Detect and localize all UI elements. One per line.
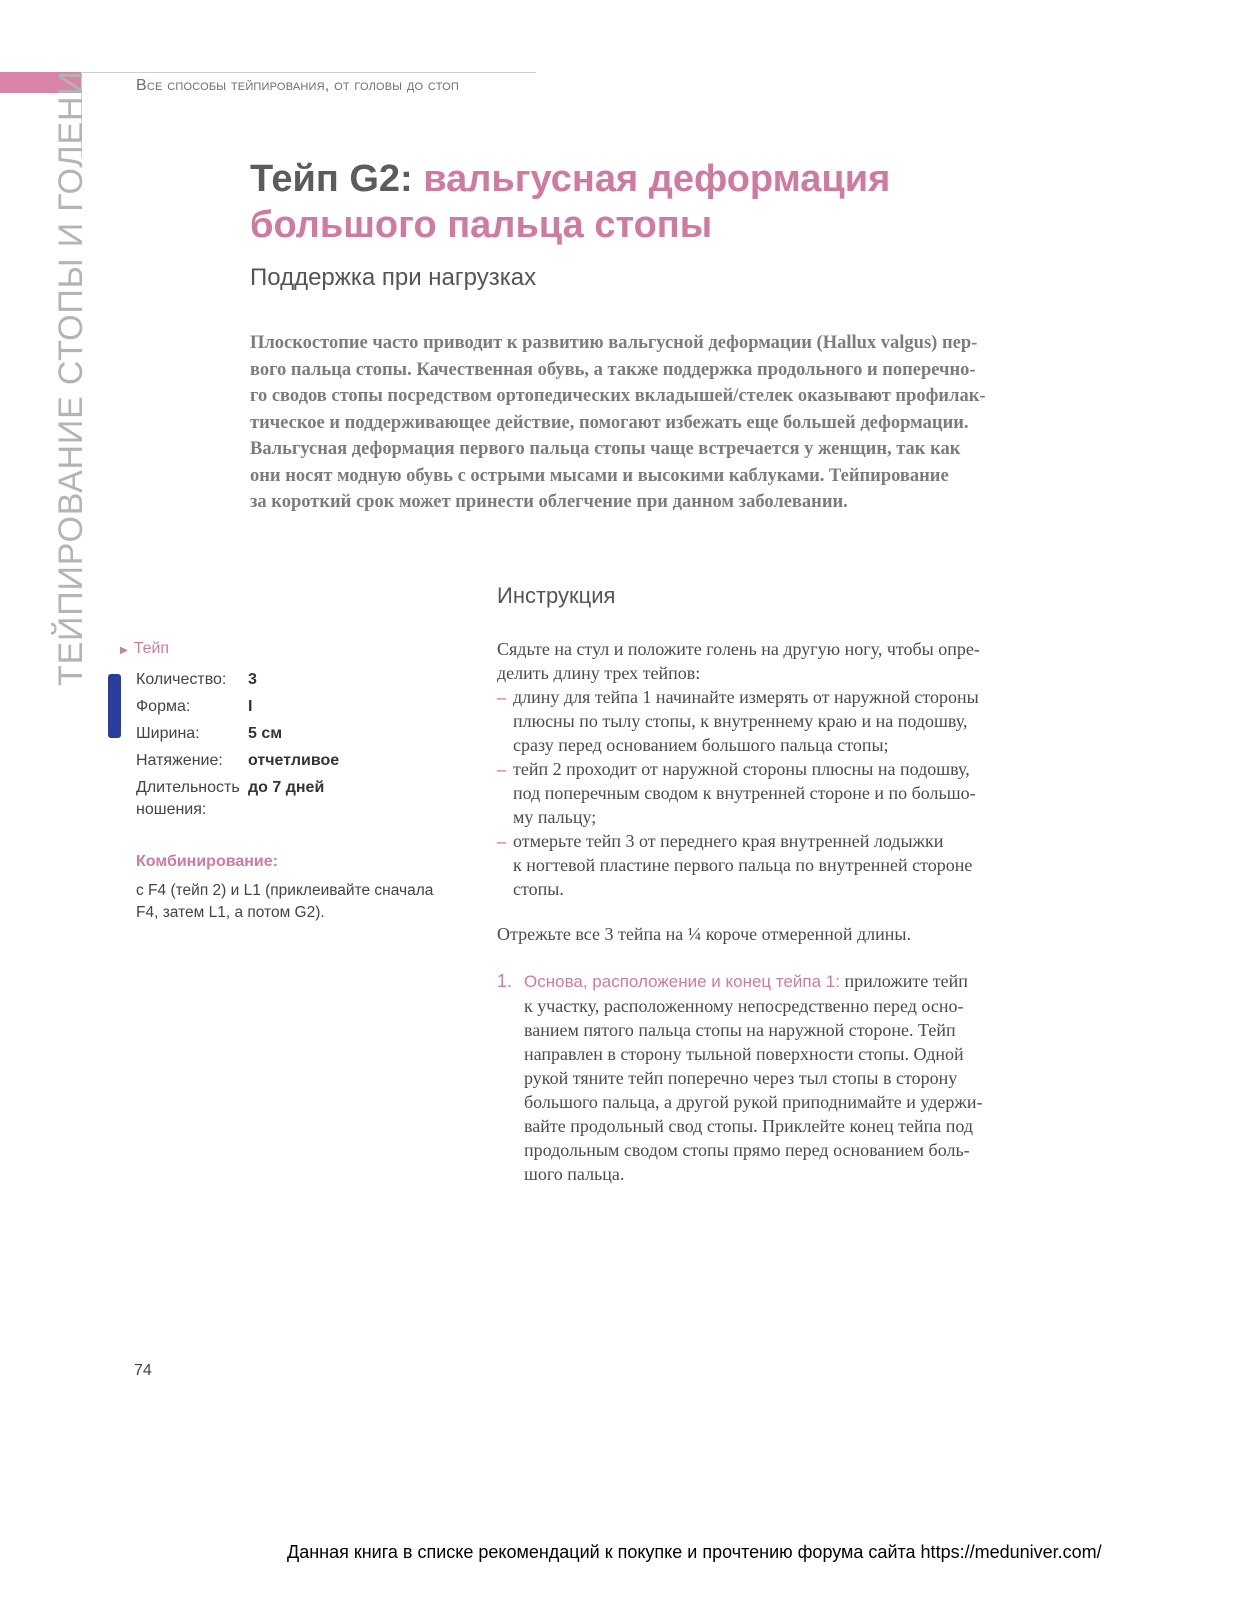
footer-note: Данная книга в списке рекомендаций к покупке и прочтению форума сайта https://meduniver.com/ <box>287 1542 1102 1562</box>
step-line: продольным сводом стопы прямо перед основанием боль- <box>524 1140 970 1160</box>
step-text <box>524 969 982 1186</box>
intro-line: тическое и поддерживающее действие, помогают избежать еще большей деформации. <box>250 412 969 433</box>
combo-title: Комбинирование: <box>136 853 278 870</box>
step-line <box>524 969 982 994</box>
intro-line: го сводов стопы посредством ортопедических вкладышей/стелек оказывают профилак- <box>250 386 986 406</box>
list-item <box>497 757 979 829</box>
tape-color-marker <box>108 674 121 738</box>
spec-label: Ширина: <box>136 725 200 742</box>
intro-paragraph <box>250 330 1050 516</box>
spec-value: I <box>248 698 253 715</box>
combo-line: F4, затем L1, а потом G2). <box>136 904 325 921</box>
spec-label <box>136 774 248 821</box>
side-chapter-title: ТЕЙПИРОВАНИЕ СТОПЫ И ГОЛЕНИ <box>52 70 90 686</box>
spec-heading <box>120 640 169 658</box>
side-title-wrap <box>51 70 91 686</box>
spec-row <box>136 774 339 821</box>
step-line: большого пальца, а другой рукой приподнимайте и удержи- <box>524 1092 983 1112</box>
spec-label: Форма: <box>136 698 191 715</box>
title-line-1: вальгусная деформация <box>423 158 891 200</box>
spec-row <box>136 666 339 693</box>
step-line: направлен в сторону тыльной поверхности стопы. Одной <box>524 1044 964 1064</box>
intro-line: Вальгусная деформация первого пальца стопы чаще встречается у женщин, так как <box>250 439 961 459</box>
list-item-line: тейп 2 проходит от наружной стороны плюсны на подошву, <box>513 759 970 779</box>
spec-label: Количество: <box>136 671 227 688</box>
spec-row <box>136 693 339 720</box>
duration-label-1: Длительность <box>136 779 240 796</box>
page-number: 74 <box>134 1362 152 1379</box>
spec-table <box>136 666 339 821</box>
intro-line: вого пальца стопы. Качественная обувь, а также поддержка продольного и поперечно- <box>250 359 976 380</box>
combo-text <box>136 880 456 924</box>
cut-instruction: Отрежьте все 3 тейпа на ¼ короче отмеренной длины. <box>497 924 912 944</box>
step-line: ванием пятого пальца стопы на наружной стороне. Тейп <box>524 1020 956 1040</box>
running-head: Все способы тейпирования, от головы до стоп <box>136 77 459 94</box>
measurement-list <box>497 685 979 901</box>
step-line: шого пальца. <box>524 1164 625 1184</box>
title-tape-code: Тейп G2: <box>250 158 413 200</box>
subtitle: Поддержка при нагрузках <box>250 264 537 291</box>
triangle-right-icon: ▶ <box>120 645 128 656</box>
page-title <box>250 156 1070 248</box>
instructions-intro-line: делить длину трех тейпов: <box>497 663 701 683</box>
list-item <box>497 685 979 757</box>
list-item-line: стопы. <box>513 879 564 899</box>
header-rule <box>81 72 536 73</box>
list-item-line: отмерьте тейп 3 от переднего края внутренней лодыжки <box>513 831 944 851</box>
spec-label: Натяжение: <box>136 752 223 769</box>
instructions-intro-line: Сядьте на стул и положите голень на другую ногу, чтобы опре- <box>497 639 980 659</box>
step-first-rest: приложите тейп <box>839 971 968 991</box>
spec-row <box>136 747 339 774</box>
step-line: к участку, расположенному непосредственно перед осно- <box>524 996 964 1016</box>
instructions-intro <box>497 637 980 685</box>
step-number: 1. <box>497 971 513 991</box>
list-item-line: к ногтевой пластине первого пальца по внутренней стороне <box>513 855 973 875</box>
combo-line: с F4 (тейп 2) и L1 (приклеивайте сначала <box>136 882 434 899</box>
list-item-line: сразу перед основанием большого пальца стопы; <box>513 735 889 755</box>
list-item <box>497 829 979 901</box>
spec-value: 5 см <box>248 725 283 742</box>
spec-value: до 7 дней <box>248 779 325 796</box>
list-item-line: длину для тейпа 1 начинайте измерять от наружной стороны <box>513 687 979 707</box>
duration-label-2: ношения: <box>136 801 207 818</box>
step-line: вайте продольный свод стопы. Приклейте конец тейпа под <box>524 1116 973 1136</box>
list-item-line: под поперечным сводом к внутренней стороне и по большо- <box>513 783 976 803</box>
dash-icon: – <box>497 759 506 779</box>
spec-value: отчетливое <box>248 752 340 769</box>
spec-heading-label: Тейп <box>133 640 170 657</box>
spec-value: 3 <box>248 671 257 688</box>
spec-row <box>136 720 339 747</box>
list-item-line: плюсны по тылу стопы, к внутреннему краю и на подошву, <box>513 711 968 731</box>
intro-line: Плоскостопие часто приводит к развитию вальгусной деформации (Hallux valgus) пер- <box>250 333 978 353</box>
step-heading: Основа, расположение и конец тейпа 1: <box>524 972 840 991</box>
list-item-line: му пальцу; <box>513 807 597 827</box>
dash-icon: – <box>497 831 506 851</box>
dash-icon: – <box>497 687 506 707</box>
step-line: рукой тяните тейп поперечно через тыл стопы в сторону <box>524 1068 958 1088</box>
intro-line: они носят модную обувь с острыми мысами и высокими каблуками. Тейпирование <box>250 465 949 486</box>
instructions-title: Инструкция <box>497 583 616 608</box>
title-line-2: большого пальца стопы <box>250 204 713 246</box>
intro-line: за короткий срок может принести облегчение при данном заболевании. <box>250 492 848 512</box>
